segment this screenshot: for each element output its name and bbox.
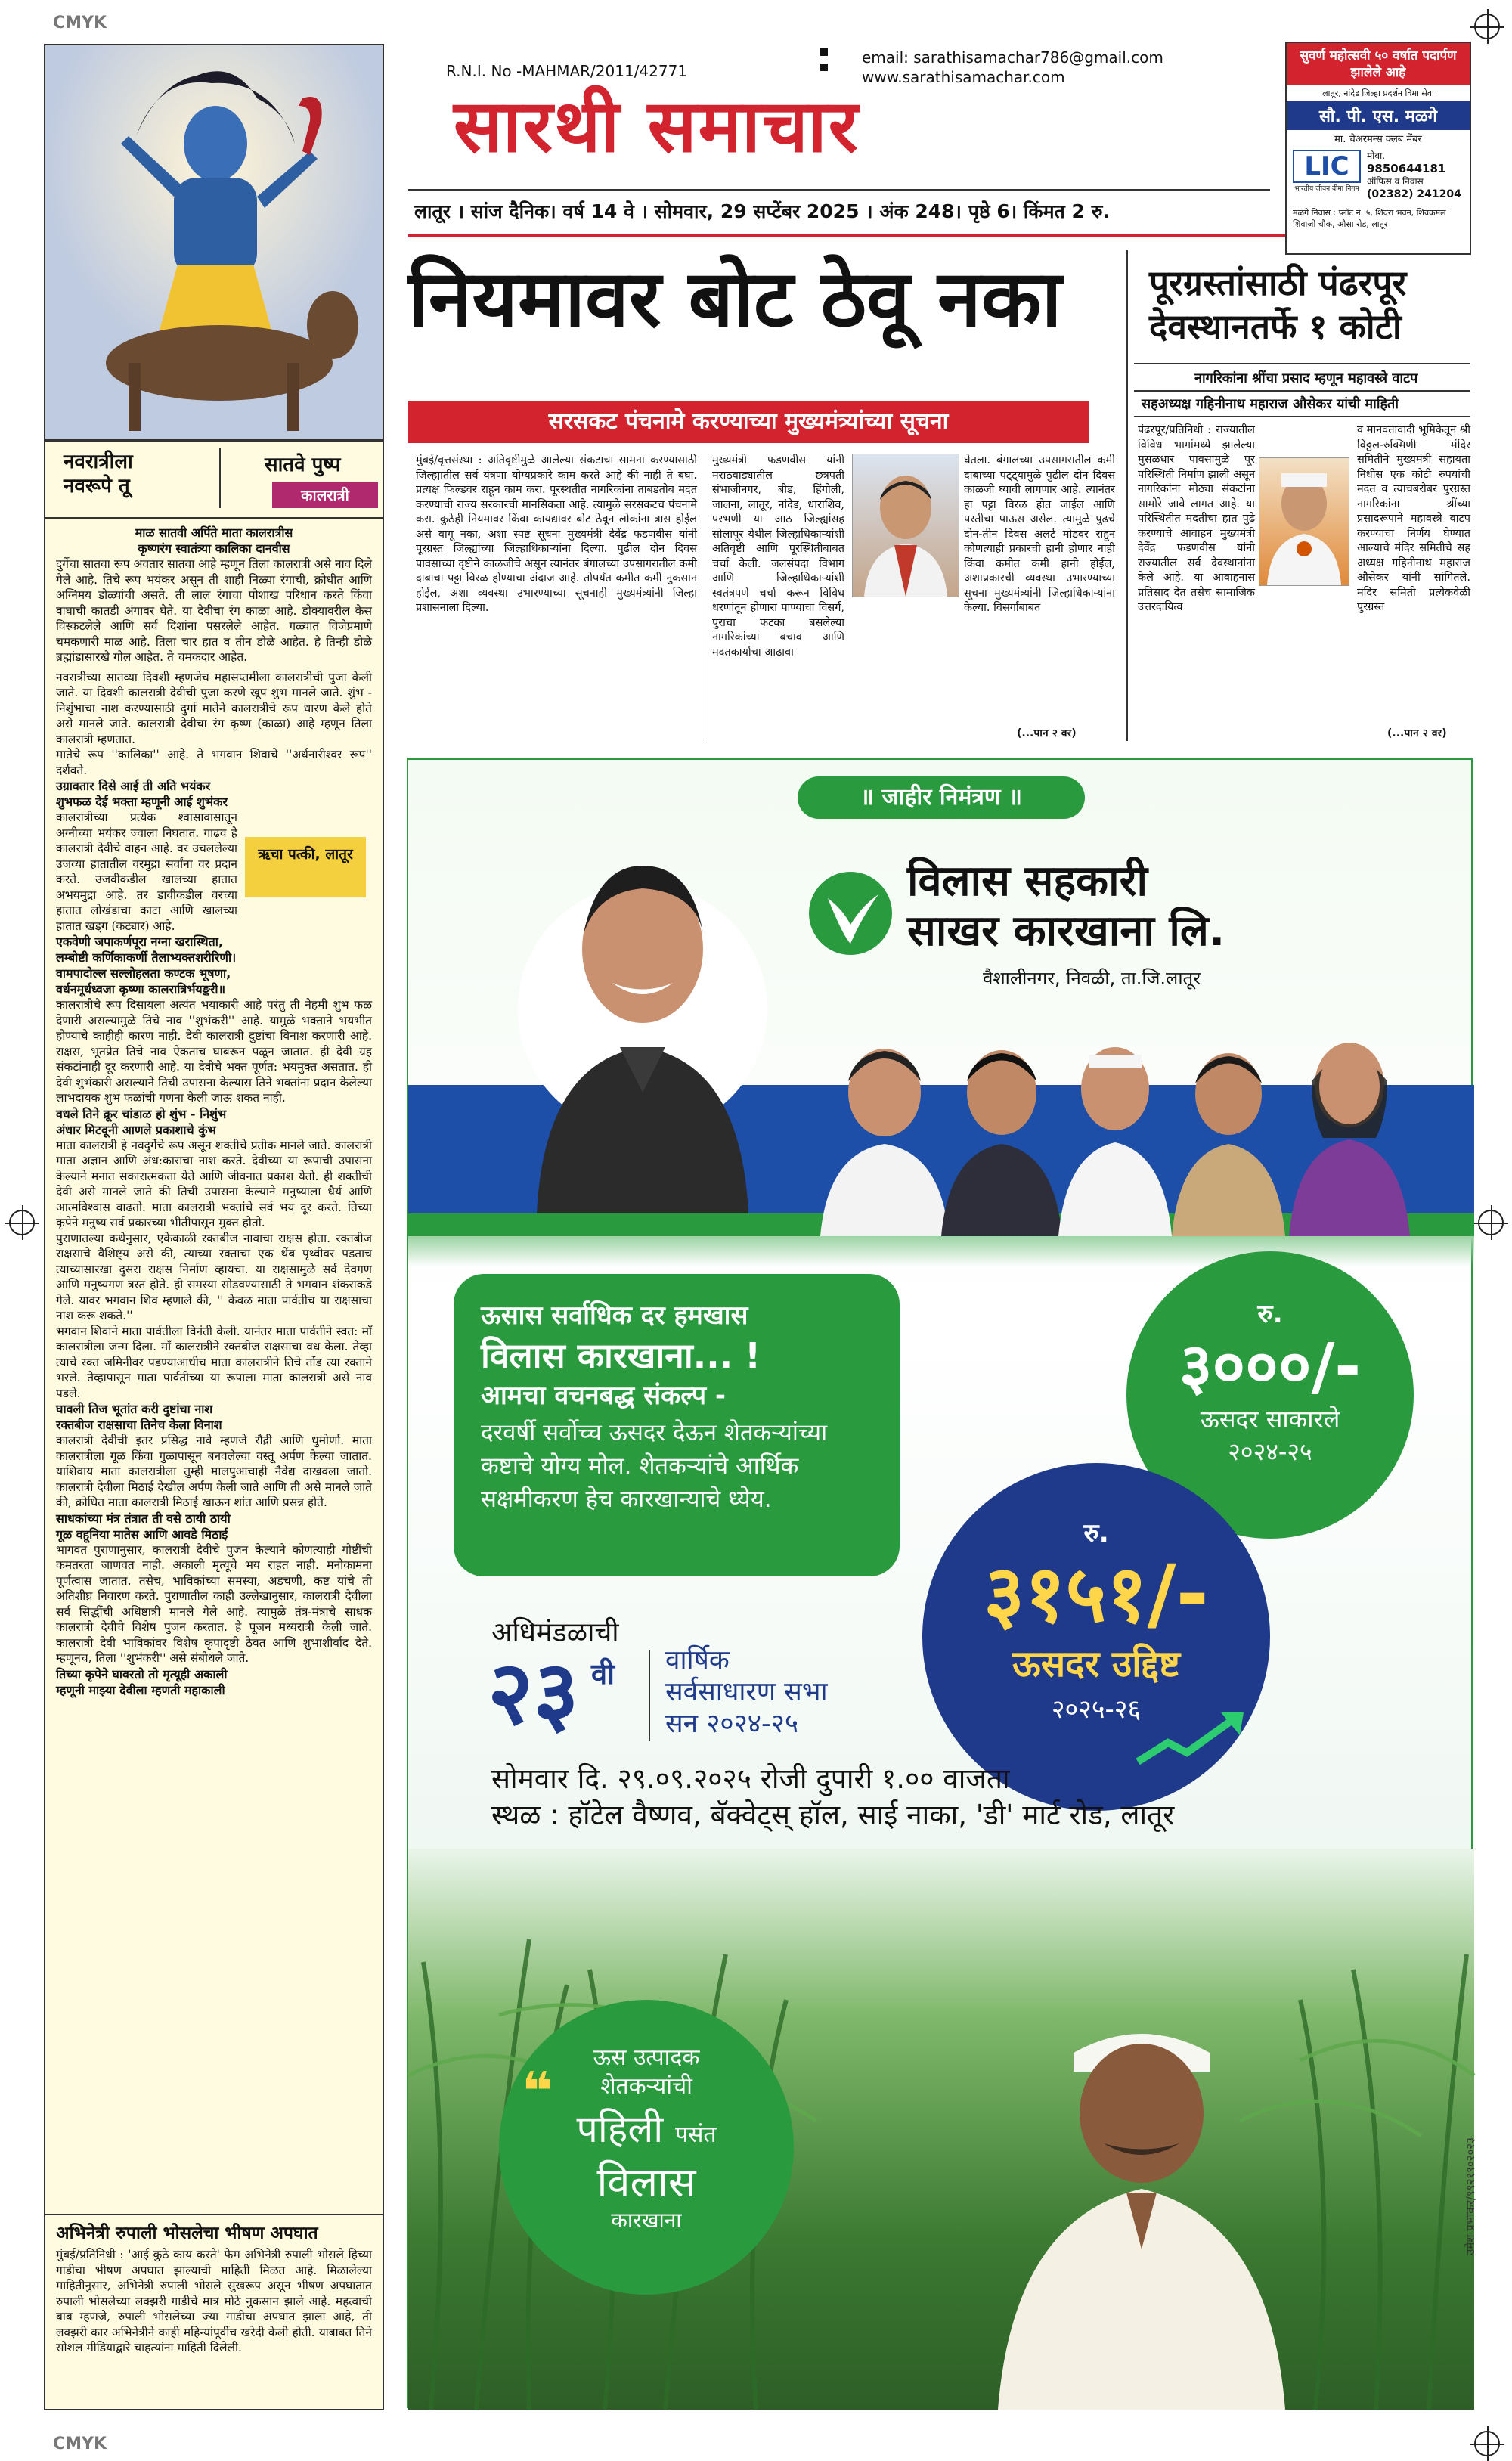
price-2025: ३१५१/- bbox=[984, 1548, 1209, 1640]
author-badge: ऋचा पत्की, लातूर bbox=[245, 837, 366, 897]
shloka-line: लम्बोष्टी कर्णिकाकर्णी तैलाभ्यक्तशरीरिणी। bbox=[56, 950, 237, 965]
rs-label-2: रु. bbox=[1083, 1518, 1109, 1548]
quote-line-5: कारखाना bbox=[611, 2208, 682, 2233]
goddess-name-badge: कालरात्री bbox=[272, 482, 378, 508]
price-2025-year: २०२५-२६ bbox=[1051, 1694, 1142, 1725]
office-label: ऑफिस व निवास bbox=[1367, 176, 1424, 187]
title-line-1: नवरात्रीला bbox=[64, 451, 133, 473]
designer-credit: उमेश प्रभाकर/९९२१९०२०२३ bbox=[1464, 2137, 1477, 2255]
registration-mark bbox=[1474, 2431, 1500, 2456]
main-subheadline: सरसकट पंचनामे करण्याच्या मुख्यमंत्र्यांच्या सूचना bbox=[408, 401, 1089, 443]
directors-group-photo bbox=[816, 1009, 1467, 1236]
quote-icon: ❝ bbox=[522, 2060, 553, 2122]
para-8: भगवान शिवाने माता पार्वतीला विनंती केली. यानंतर माता पार्वतीने स्वत: माँ कालरात्रीला जन्म दिला. माँ कालरात्रीने रक्तबीज राक्षसाचा वध केला. तेव्हा त्याचे रक्त जमिनीवर पडण्याआधीच माता कालरात्रीने तिचे तोंड त्या रक्ताने भरले. तेव्हापासून माता पार्वतीच्या या रूपाला माता कालरात्री असे नाव पडले. bbox=[56, 1324, 372, 1400]
maharaj-photo bbox=[1259, 457, 1349, 586]
registration-mark bbox=[1474, 14, 1500, 39]
dateline: लातूर । सांज दैनिक। वर्ष 14 वे । सोमवार, 29 सप्टेंबर 2025 । अंक 248। पृष्ठे 6। किंमत 2 रु. bbox=[414, 200, 1111, 222]
title-line-2: नवरूपे तू bbox=[64, 475, 130, 497]
goddess-illustration bbox=[45, 45, 383, 439]
agent-role: मा. चेअरमन्स क्लब मेंबर bbox=[1334, 134, 1422, 145]
verse-line: वधले तिने क्रूर चांडाळ हो शुंभ - निशुंभ bbox=[56, 1106, 227, 1121]
shloka-line: वर्धनमूर्धध्वजा कृष्णा कालरात्रिर्भयङ्करी॥ bbox=[56, 982, 226, 996]
registration-mark bbox=[1478, 1210, 1504, 1235]
quote-line-4: विलास bbox=[596, 2159, 696, 2206]
verse-line: गूळ वहूनिया मातेस आणि आवडे मिठाई bbox=[56, 1527, 228, 1542]
price-2024: ३०००/- bbox=[1179, 1329, 1362, 1403]
lic-subtitle: भारतीय जीवन बीमा निगम bbox=[1294, 185, 1359, 193]
company-name-line-2: साखर कारखाना लि. bbox=[907, 907, 1225, 956]
price-2025-label: ऊसदर उद्दिष्ट bbox=[1012, 1643, 1180, 1685]
promise-line-3: आमचा वचनबद्ध संकल्प - bbox=[481, 1381, 727, 1411]
quote-line-3: पहिली bbox=[576, 2107, 664, 2151]
meeting-number-suffix: वी bbox=[591, 1657, 615, 1691]
accident-headline: अभिनेत्री रुपाली भोसलेचा भीषण अपघात bbox=[56, 2224, 318, 2243]
ad-sub: लातूर, नांदेड जिल्हा प्रदर्शन विमा सेवा bbox=[1322, 88, 1434, 98]
para-4: कालरात्रीच्या प्रत्येक श्वासावासातून अग्नीच्या भयंकर ज्वाला निघतात. गाढव हे कालरात्री देवीचे वाहन आहे. वर उचललेल्या उजव्या हातातील वरमुद्रा सर्वांना वर प्रदान करते. उजवीकडील खालच्या हातात अभयमुद्रा आहे. तर डावीकडील वरच्या हातात लोखंडाचा काटा आणि खालच्या हातात खड्ग (कट्यार) आहे. bbox=[56, 811, 237, 933]
second-sub-b: सहअध्यक्ष गहिनीनाथ महाराज औसेकर यांची माहिती bbox=[1142, 396, 1399, 412]
price-2024-year: २०२४-२५ bbox=[1228, 1437, 1312, 1466]
cmyk-mark-top: CMYK bbox=[53, 14, 107, 33]
meeting-line-2: सर्वसाधारण सभा bbox=[665, 1677, 828, 1707]
meeting-venue: स्थळ : हॉटेल वैष्णव, बॅक्वेट्स् हॉल, साई नाका, 'डी' मार्ट रोड, लातूर bbox=[491, 1799, 1175, 1831]
verse-line: उग्रावतार दिसे आई ती अति भयंकर bbox=[56, 779, 211, 793]
main-headline: नियमावर बोट ठेवू नका bbox=[408, 253, 1062, 345]
verse-line: तिच्या कृपेने घावरतो तो मृत्यूही अकाली bbox=[56, 1666, 228, 1681]
meeting-line-3: सन २०२४-२५ bbox=[665, 1709, 799, 1739]
registration-mark bbox=[9, 1210, 35, 1235]
adhi-label: अधिमंडळाची bbox=[491, 1617, 619, 1648]
pushp-label: सातवे पुष्प bbox=[265, 454, 341, 476]
para1-title: माळ सातवी अर्पिते माता कालरात्रीस bbox=[135, 525, 293, 540]
shloka-line: वामपादोल्ल सल्लोहलता कण्टक भूषणा, bbox=[56, 966, 231, 981]
verse-line: अंधार मिटवूनी आणले प्रकाशाचे कुंभ bbox=[56, 1122, 216, 1137]
website: www.sarathisamachar.com bbox=[862, 68, 1065, 86]
para-5: कालरात्रीचे रूप दिसायला अत्यंत भयाकारी आहे परंतु ती नेहमी शुभ फळ देणारी असल्यामुळे तिचे नाव ''शुभंकरी'' आहे. यामुळे भक्ताने भयभीत होण्याचे काहीही कारण नाही. देवी कालरात्री दुष्टांचा विनाश करणारी आहे. राक्षस, भूतप्रेत तिचे नाव ऐकताच घाबरून पळून जातात. ही देवी ग्रह संकटांनाही दूर करणारी आहे. या देवीचे भक्त पूर्णत: भयमुक्त असतात. ही देवी शुभंकारी असल्याने तिची उपासना केल्यास तिने भक्तांना प्रदान केलेल्या लाभदायक शुभ फळांची गणना केली जाऊ शकत नाही. bbox=[56, 998, 372, 1105]
phone-1: 9850644181 bbox=[1367, 162, 1446, 175]
masthead-title: सारथी समाचार bbox=[454, 83, 860, 169]
meeting-line-1: वार्षिक bbox=[665, 1645, 730, 1675]
invitation-badge: ॥ जाहीर निमंत्रण ॥ bbox=[798, 776, 1085, 819]
para-6: माता कालरात्री हे नवदुर्गेचे रूप असून शक्तीचे प्रतीक मानले जाते. कालरात्री माता अज्ञान आणि अंध:काराचा नाश करते. देवीच्या या रूपाची उपासना केल्याने मनात सकारात्मकता येते आणि जीवनात प्रकाश येतो. ही शक्तीची देवी असे मानले जाते की तिची उपासना केल्याने मनुष्याला धैर्य आणि आत्मविश्वास वाढतो. माता कालरात्री भक्तांचे सर्व भय दूर करते. तिच्या कृपेने मनुष्य सर्व प्रकारच्या भीतीपासून मुक्त होतो. bbox=[56, 1138, 372, 1229]
email: email: sarathisamachar786@gmail.com bbox=[862, 48, 1163, 67]
meeting-title bbox=[665, 1644, 828, 1740]
rni-number: R.N.I. No -MAHMAR/2011/42771 bbox=[446, 62, 688, 80]
company-location: वैशालीनगर, निवळी, ता.जि.लातूर bbox=[983, 968, 1201, 989]
company-name-line-1: विलास सहकारी bbox=[907, 857, 1148, 906]
company-name bbox=[907, 857, 1225, 956]
phone-label: मोबा. bbox=[1367, 150, 1386, 161]
para-3: मातेचे रूप ''कालिका'' आहे. ते भगवान शिवाचे ''अर्धनारीश्वर रूप'' दर्शवते. bbox=[56, 748, 372, 777]
farmer-photo bbox=[983, 2000, 1300, 2410]
promise-line-2: विलास कारखाना... ! bbox=[481, 1335, 761, 1376]
quote-circle bbox=[499, 2000, 794, 2295]
news-column-3: घेतला. बंगालच्या उपसागरातील कमी दाबाच्या पट्ट्यामुळे पुढील दोन दिवस काळजी घ्यावी लागणार आहे. त्यानंतर हा पट्टा विरळ होत जाईल आणि परतीचा पाऊस असेल. त्यामुळे पुढचे दोन-तीन दिवस अलर्ट मोडवर राहून कोणत्याही प्रकारची हानी होणार नाही किंवा कमीत कमी हानी होईल, अशाप्रकारची व्यवस्था उभारण्याच्या सूचना मुख्यमंत्र्यांनी जिल्हाधिकाऱ्यांना केल्या. विसर्गाबाबत bbox=[964, 454, 1115, 614]
news2-column-1: पंढरपूर/प्रतिनिधी : राज्यातील विविध भागांमध्ये झालेल्या मुसळधार पावसामुळे पूर परिस्थिती निर्माण झाली असून नागरिकांना मोठ्या संकटांना सामोरे जावे लागत आहे. या परिस्थितीत मदतीचा हात पुढे करण्याचे आवाहन मुख्यमंत्री देवेंद्र फडणवीस यांनी राज्यातील सर्व देवस्थानांना केले आहे. या आवाहनास प्रतिसाद देत तसेच सामाजिक उत्तरदायित्व bbox=[1138, 424, 1255, 613]
quote-line-1: ऊस उत्पादक bbox=[593, 2044, 700, 2071]
shloka-line: एकवेणी जपाकर्णपूरा नग्ना खरास्थिता, bbox=[56, 934, 223, 949]
left-column-article bbox=[44, 44, 384, 2410]
news-column-1: मुंबई/वृत्तसंस्था : अतिवृष्टीमुळे आलेल्या संकटाचा सामना करण्यासाठी जिल्ह्यातील सर्व यंत्रणा योग्यप्रकारे काम करते आहे की नाही ते बघा. प्रत्यक्ष फिल्डवर राहून काम करा. पूरस्थतीत नागरिकांना ताबडतोब मदत करण्याची राज्य सरकारची मानसिकता आहे. त्यामुळे सरसकटच पंचनामे करा. कुठेही नियमावर किंवा कायद्यावर बोट ठेवून लोकांना त्रास होईल असे वागू नका, अशा स्पष्ट सूचना मुख्यमंत्री देवेंद्र फडणवीस यांनी पूरग्रस्त जिल्ह्यांच्या जिल्हाधिकाऱ्यांना दिल्या. पुढील दोन दिवस पावसाच्या दृष्टीने काळजीचे असून त्यानंतर बंगालच्या उपसागरातील कमी दाबाचा पट्टा विरळ होण्याचा अंदाज आहे. तोपर्यंत कमीत कमी नुकसान होईल, अशा व्यवस्था उभारण्याच्या सूचनाही मुख्यमंत्र्यांनी जिल्हा प्रशासनाला दिल्या. bbox=[416, 454, 697, 614]
rs-label: रु. bbox=[1257, 1299, 1283, 1329]
quote-line-3b: पसंत bbox=[675, 2122, 717, 2148]
para-2: नवरात्रीच्या सातव्या दिवशी म्हणजेच महासप्तमीला कालरात्रीची पुजा केली जाते. या दिवशी कालरात्री देवीची पुजा करणे खूप शुभ मानले जाते. शुंभ - निशुंभाचा नाश करण्यासाठी दुर्गा मातेने कालरात्रीचे रूप धारण केले होते असे मानले जाते. कालरात्री देवीचा रंग कृष्ण (काळा) आहे म्हणून तिला कालरात्री म्हणतात. bbox=[56, 670, 372, 746]
promise-line-1: ऊसास सर्वाधिक दर हमखास bbox=[481, 1300, 748, 1331]
news-column-2: मुख्यमंत्री फडणवीस यांनी मराठवाड्यातील छत्रपती संभाजीनगर, बीड, हिंगोली, जालना, लातूर, नांदेड, धाराशिव, परभणी या आठ जिल्ह्यांसह सोलापूर येथील जिल्हाधिकाऱ्यांशी अतिवृष्टी आणि पूरस्थितीबाबत चर्चा केली. जलसंपदा विभाग आणि जिल्हाधिकाऱ्यांशी स्वतंत्रपणे चर्चा करून विविध धरणांतून होणारा पाण्याचा विसर्ग, पुराचा फटका बसलेल्या नागरिकांच्या बचाव आणि मदतकार्याचा आढावा bbox=[712, 454, 844, 659]
verse-line: शुभफळ देई भक्ता म्हणूनी आई शुभंकर bbox=[56, 795, 228, 809]
phone-2: (02382) 241204 bbox=[1367, 188, 1461, 200]
para-1: दुर्गेचा सातवा रूप अवतार सातवा आहे म्हणून तिला कालरात्री असे नाव दिले गेले आहे. तिचे रूप भयंकर असून ती शाही निळ्या रंगाची, क्रोधीत आणि अग्निमय डोळ्यांची असते. ती लाल रंगाचा पोशाख परिधान करते किंवा वाघाची कातडी अंगावर घेते. या देवीचा रंग काळा आहे. डोक्यावरील केस विस्कटलेले आणि सर्व दिशांना पसरलेले आहेत. गळ्यात विजेप्रमाणे चमकणारी माळ आहे. तिला चार हात व तीन डोळे आहेत. हे तिन्ही डोळे ब्रह्मांडासारखे गोल आहेत. ते चमकदार आहेत. bbox=[56, 557, 372, 664]
accident-text: मुंबई/प्रतिनिधी : 'आई कुठे काय करते' फेम अभिनेत्री रुपाली भोसले हिच्या गाडीचा भीषण अपघात झाल्याची माहिती मिळत आहे. मिळालेल्या माहितीनुसार, अभिनेत्री रुपाली भोसले सुखरूप असून भीषण अपघातात रुपाली भोसलेच्या लक्झरी गाडीचे मात्र मोठे नुकसान झाले आहे. महत्वाची बाब म्हणजे, रुपाली भोसलेच्या ज्या गाडीचा अपघात झाला आहे, ती लक्झरी कार अभिनेत्रीने काही महिन्यांपूर्वीच खरेदी केली होती. याबाबत तिने सोशल मीडियाद्वारे चाहत्यांना माहिती दिलेली. bbox=[56, 2248, 372, 2354]
promise-card bbox=[454, 1274, 900, 1576]
continued-note-2: (...पान २ वर) bbox=[1387, 727, 1447, 739]
growth-arrow-icon bbox=[1134, 1709, 1247, 1769]
promise-body: दरवर्षी सर्वोच्च ऊसदर देऊन शेतकऱ्यांच्या कष्टाचे योग्य मोल. शेतकऱ्यांचे आर्थिक सक्षमीकरण हेच कारखान्याचे ध्येय. bbox=[481, 1419, 828, 1513]
vilas-logo-icon bbox=[809, 872, 892, 955]
headline2-line-1: पूरग्रस्तांसाठी पंढरपूर bbox=[1149, 262, 1407, 303]
verse-line: रक्तबीज राक्षसाचा तिनेच केला विनाश bbox=[56, 1418, 222, 1432]
meeting-number: २३ bbox=[488, 1642, 579, 1744]
second-headline bbox=[1149, 261, 1406, 349]
vilas-sugar-factory-advertisement bbox=[407, 758, 1477, 2408]
lic-logo: LIC bbox=[1293, 150, 1361, 183]
lic-advertisement bbox=[1285, 42, 1471, 255]
agent-name: सौ. पी. एस. मळगे bbox=[1287, 101, 1470, 130]
verse-line: घावली तिज भूतांत करी दुष्टांचा नाश bbox=[56, 1402, 213, 1416]
price-2024-label: ऊसदर साकारले bbox=[1200, 1405, 1340, 1434]
ad-banner: सुवर्ण महोत्सवी ५० वर्षात पदार्पण झालेले आहे bbox=[1287, 43, 1470, 85]
para1-subtitle: कृष्णरंग स्वातंत्र्या कालिका दानवीस bbox=[138, 541, 290, 556]
column-title bbox=[64, 450, 133, 498]
news2-column-2: व मानवतावादी भूमिकेतून श्री विठ्ठल-रुक्मिणी मंदिर समितीने मुख्यमंत्री सहायता निधीस एक कोटी रुपयांची मदत व त्याचबरोबर पुरग्रस्त नागरिकांना श्रींच्या प्रसादरूपाने महावस्त्रे वाटप करण्याचा निर्णय घेण्यात आल्याचे मंदिर समितीचे सह अध्यक्ष गहिनीनाथ महाराज औसेकर यांनी सांगितले. मंदिर समिती प्रत्येकवेळी पुरग्रस्त bbox=[1357, 424, 1470, 613]
founder-portrait bbox=[514, 820, 771, 1213]
cmyk-mark-bottom: CMYK bbox=[53, 2435, 107, 2453]
ad-address: मळगे निवास : प्लॉट नं. ५, शिवरा भवन, शिवकमल शिवाजी चौक, औसा रोड, लातूर bbox=[1293, 208, 1446, 229]
quote-line-2: शेतकऱ्यांची bbox=[600, 2073, 692, 2100]
para-9: कालरात्री देवीची इतर प्रसिद्ध नावे म्हणजे रौद्री आणि धुमोर्णा. माता कालरात्रीला गूळ किंवा गुळापासून बनवलेल्या वस्तू अर्पण केल्या जातात. याशिवाय माता कालरात्रीला तुम्ही मालपुआचाही नैवेद्य दाखवला जातो. कालरात्री देवीला मिठाई देखील अर्पण केली जाते आणि ती असे मानले जाते की, क्रोधित माता कालरात्री मिठाई खाऊन शांत आणि प्रसन्न होते. bbox=[56, 1434, 372, 1509]
continued-note: (...पान २ वर) bbox=[1017, 727, 1077, 739]
verse-line: साधकांच्या मंत्र तंत्रात ती वसे ठायी ठायी bbox=[56, 1511, 231, 1526]
news-column-3-top bbox=[850, 454, 1115, 616]
meeting-datetime: सोमवार दि. २९.०९.२०२५ रोजी दुपारी १.०० वाजता bbox=[491, 1762, 1010, 1795]
second-sub-a: नागरिकांना श्रींचा प्रसाद म्हणून महावस्त्रे वाटप bbox=[1194, 370, 1418, 386]
verse-line: म्हणूनी माझ्या देवीला म्हणती महाकाली bbox=[56, 1682, 225, 1697]
headline2-line-2: देवस्थानतर्फे १ कोटी bbox=[1149, 306, 1402, 347]
para-10: भागवत पुराणानुसार, कालरात्री देवीचे पुजन केल्याने कोणत्याही गोष्टींची कमतरता जाणवत नाही. अकाली मृत्यूचे भय राहत नाही. मनोकामना पूर्णत्वास जातात. तसेच, भाविकांच्या समस्या, अडचणी, कष्ट यांचे ती अतिशीघ्र निवारण करते. पुराणातील काही उल्लेखानुसार, कालरात्री देवीला सर्व सिद्धींची अधिष्ठात्री मानले गेले आहे. त्यामुळे तंत्र-मंत्राचे साधक कालरात्री देवीचे विशेष पुजन करतात. हे पूजन मध्यरात्री केली जाते. कालरात्री देवी भाविकांवर विशेष कृपादृष्टी ठेवत आणि शुभाशीर्वाद देते. म्हणूनच, तिला ''शुभंकरी'' असे संबोधले जाते. bbox=[56, 1542, 372, 1665]
para-7: पुराणातल्या कथेनुसार, एकेकाळी रक्तबीज नावाचा राक्षस होता. रक्तबीज राक्षसाचे वैशिष्ट्य असे की, त्याच्या रक्ताचा एक थेंब पृथ्वीवर पडताच त्याच्यासारखा दुसरा राक्षस निर्माण व्हायचा. या राक्षसामुळे सर्व देवगण आणि मनुष्यगण त्रस्त होते. ही समस्या सोडवण्यासाठी ते भगवान शंकराकडे गेले. यावर भगवान शिव म्हणाले की, '' केवळ माता पार्वतीच या राक्षसाचा नाश करू शकते.'' bbox=[56, 1231, 372, 1322]
